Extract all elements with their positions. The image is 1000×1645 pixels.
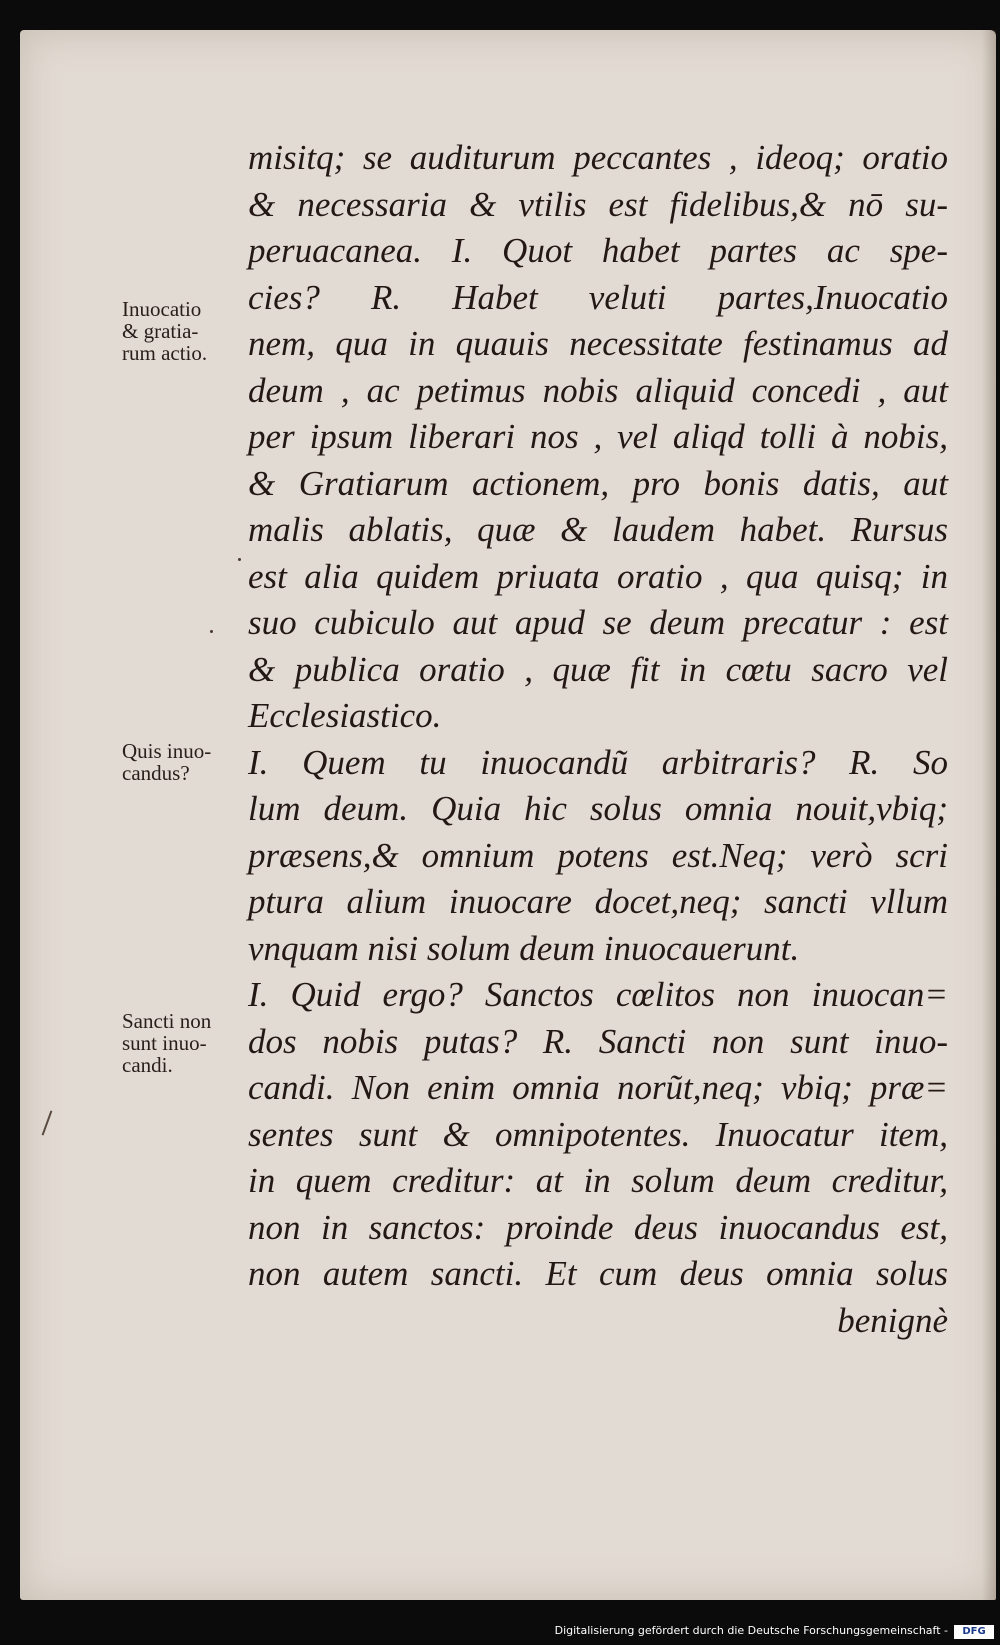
text-line: Ecclesiastico. bbox=[248, 696, 442, 735]
text-line: I. Quem tu inuocandũ arbitraris? R. So bbox=[248, 742, 948, 782]
text-line: lum deum. Quia hic solus omnia nouit,vbiq; bbox=[248, 789, 948, 828]
dfg-logo: DFG bbox=[954, 1625, 994, 1639]
text-line: misitq; se auditurum peccantes , ideoq; oratio bbox=[248, 138, 948, 177]
margin-note-line: candus? bbox=[122, 761, 190, 785]
text-line: I. Quid ergo? Sanctos cœlitos non inuocan= bbox=[248, 975, 948, 1014]
text-line: præsens,& omnium potens est.Neq; verò scri bbox=[248, 835, 948, 875]
margin-note-line: Sancti non bbox=[122, 1009, 212, 1033]
margin-note-line: candi. bbox=[122, 1053, 173, 1077]
margin-note-line: Inuocatio bbox=[122, 297, 202, 321]
text-line: cies? R. Habet veluti partes,Inuocatio bbox=[248, 277, 948, 317]
margin-note-quis-inuocandus bbox=[122, 740, 252, 784]
text-line: dos nobis putas? R. Sancti non sunt inuo- bbox=[248, 1021, 948, 1061]
text-line: sentes sunt & omnipotentes. Inuocatur item, bbox=[248, 1114, 948, 1154]
page-edge-shadow bbox=[982, 30, 996, 1600]
text-line: deum , ac petimus nobis aliquid concedi , aut bbox=[248, 370, 948, 410]
text-line: non in sanctos: proinde deus inuocandus est, bbox=[248, 1207, 948, 1247]
margin-note-line: rum actio. bbox=[122, 341, 208, 365]
text-line: candi. Non enim omnia norũt,neq; vbiq; præ= bbox=[248, 1068, 948, 1107]
text-line: non autem sancti. Et cum deus omnia solus bbox=[248, 1254, 948, 1293]
text-line: & publica oratio , quæ fit in cœtu sacro vel bbox=[248, 649, 948, 689]
catchword: benignè bbox=[837, 1300, 948, 1340]
text-line: malis ablatis, quæ & laudem habet. Rursus bbox=[248, 510, 948, 549]
ink-speck bbox=[238, 558, 241, 561]
margin-note-sancti-non bbox=[122, 1010, 252, 1076]
main-text-block bbox=[248, 135, 948, 1344]
text-line: per ipsum liberari nos , vel aliqd tolli à nobis, bbox=[248, 417, 948, 456]
margin-note-line: sunt inuo- bbox=[122, 1031, 207, 1055]
margin-note-line: & gratia- bbox=[122, 319, 199, 343]
text-line: in quem creditur: at in solum deum creditur, bbox=[248, 1161, 948, 1200]
text-line: est alia quidem priuata oratio , qua quisq; in bbox=[248, 556, 948, 596]
text-line: & necessaria & vtilis est fidelibus,& nō su- bbox=[248, 184, 948, 224]
margin-note-line: Quis inuo- bbox=[122, 739, 212, 763]
text-line: peruacanea. I. Quot habet partes ac spe- bbox=[248, 231, 948, 270]
margin-note-inuocatio bbox=[122, 298, 252, 364]
text-line: vnquam nisi solum deum inuocauerunt. bbox=[248, 928, 800, 968]
text-line: & Gratiarum actionem, pro bonis datis, aut bbox=[248, 463, 948, 503]
ink-speck bbox=[210, 630, 213, 633]
text-line: nem, qua in quauis necessitate festinamus ad bbox=[248, 324, 948, 363]
ink-stroke bbox=[42, 1110, 53, 1135]
text-line: ptura alium inuocare docet,neq; sancti vllum bbox=[248, 882, 948, 921]
digitization-credit: Digitalisierung gefördert durch die Deutsche Forschungsgemeinschaft - bbox=[554, 1624, 948, 1637]
text-line: suo cubiculo aut apud se deum precatur : est bbox=[248, 603, 948, 642]
